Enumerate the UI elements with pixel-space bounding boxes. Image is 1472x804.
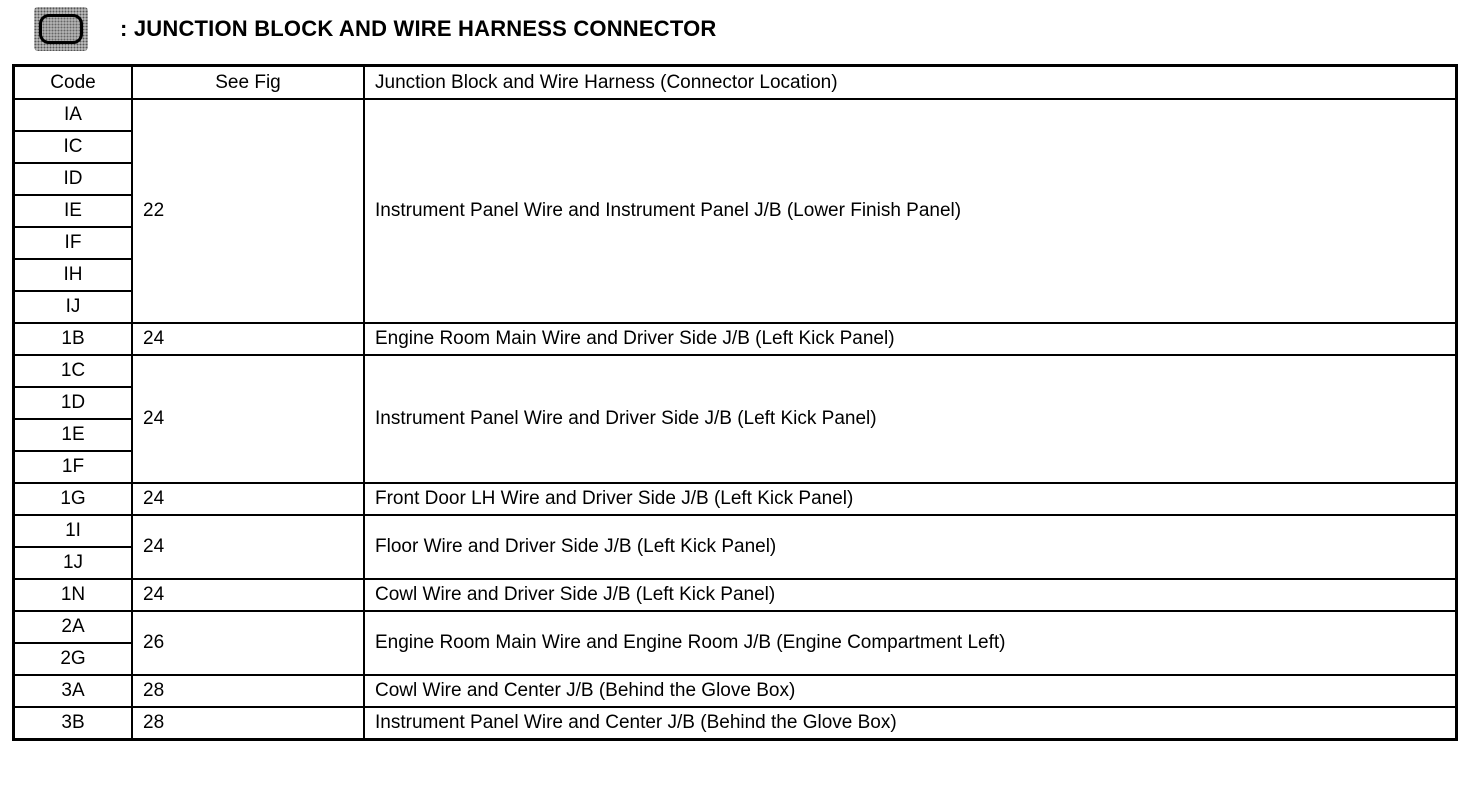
table-row: [14, 579, 1457, 611]
location-cell: Engine Room Main Wire and Driver Side J/B (Left Kick Panel): [364, 323, 1457, 355]
column-header-code: Code: [14, 66, 133, 100]
table-header-row: [14, 66, 1457, 100]
code-cell: 1F: [14, 451, 133, 483]
see-fig-cell: 22: [132, 99, 364, 323]
code-cell: IE: [14, 195, 133, 227]
code-cell: IH: [14, 259, 133, 291]
code-cell: 1N: [14, 579, 133, 611]
location-cell: Floor Wire and Driver Side J/B (Left Kick Panel): [364, 515, 1457, 579]
column-header-see-fig: See Fig: [132, 66, 364, 100]
see-fig-cell: 24: [132, 323, 364, 355]
code-cell: 1G: [14, 483, 133, 515]
see-fig-cell: 24: [132, 579, 364, 611]
page-header: [34, 6, 717, 52]
table-row: [14, 515, 1457, 547]
page-title: : JUNCTION BLOCK AND WIRE HARNESS CONNECTOR: [120, 16, 717, 41]
code-cell: 1E: [14, 419, 133, 451]
see-fig-cell: 26: [132, 611, 364, 675]
code-cell: 1C: [14, 355, 133, 387]
code-cell: 1B: [14, 323, 133, 355]
code-cell: IF: [14, 227, 133, 259]
location-cell: Cowl Wire and Center J/B (Behind the Glove Box): [364, 675, 1457, 707]
see-fig-cell: 24: [132, 355, 364, 483]
code-cell: IA: [14, 99, 133, 131]
table-row: [14, 323, 1457, 355]
column-header-location: Junction Block and Wire Harness (Connector Location): [364, 66, 1457, 100]
code-cell: IJ: [14, 291, 133, 323]
see-fig-cell: 28: [132, 675, 364, 707]
see-fig-cell: 24: [132, 515, 364, 579]
table-row: [14, 99, 1457, 131]
code-cell: 1D: [14, 387, 133, 419]
location-cell: Instrument Panel Wire and Instrument Panel J/B (Lower Finish Panel): [364, 99, 1457, 323]
code-cell: 1J: [14, 547, 133, 579]
table-row: [14, 355, 1457, 387]
junction-block-table: [12, 64, 1458, 741]
location-cell: Front Door LH Wire and Driver Side J/B (Left Kick Panel): [364, 483, 1457, 515]
table-body: [14, 99, 1457, 740]
table-row: [14, 483, 1457, 515]
junction-block-connector-icon: [34, 7, 88, 51]
code-cell: IC: [14, 131, 133, 163]
code-cell: 2A: [14, 611, 133, 643]
see-fig-cell: 28: [132, 707, 364, 740]
table-row: [14, 611, 1457, 643]
code-cell: 3A: [14, 675, 133, 707]
location-cell: Instrument Panel Wire and Driver Side J/B (Left Kick Panel): [364, 355, 1457, 483]
code-cell: 2G: [14, 643, 133, 675]
code-cell: 3B: [14, 707, 133, 740]
location-cell: Instrument Panel Wire and Center J/B (Behind the Glove Box): [364, 707, 1457, 740]
code-cell: ID: [14, 163, 133, 195]
see-fig-cell: 24: [132, 483, 364, 515]
table-row: [14, 675, 1457, 707]
table-row: [14, 707, 1457, 740]
location-cell: Cowl Wire and Driver Side J/B (Left Kick Panel): [364, 579, 1457, 611]
location-cell: Engine Room Main Wire and Engine Room J/B (Engine Compartment Left): [364, 611, 1457, 675]
code-cell: 1I: [14, 515, 133, 547]
